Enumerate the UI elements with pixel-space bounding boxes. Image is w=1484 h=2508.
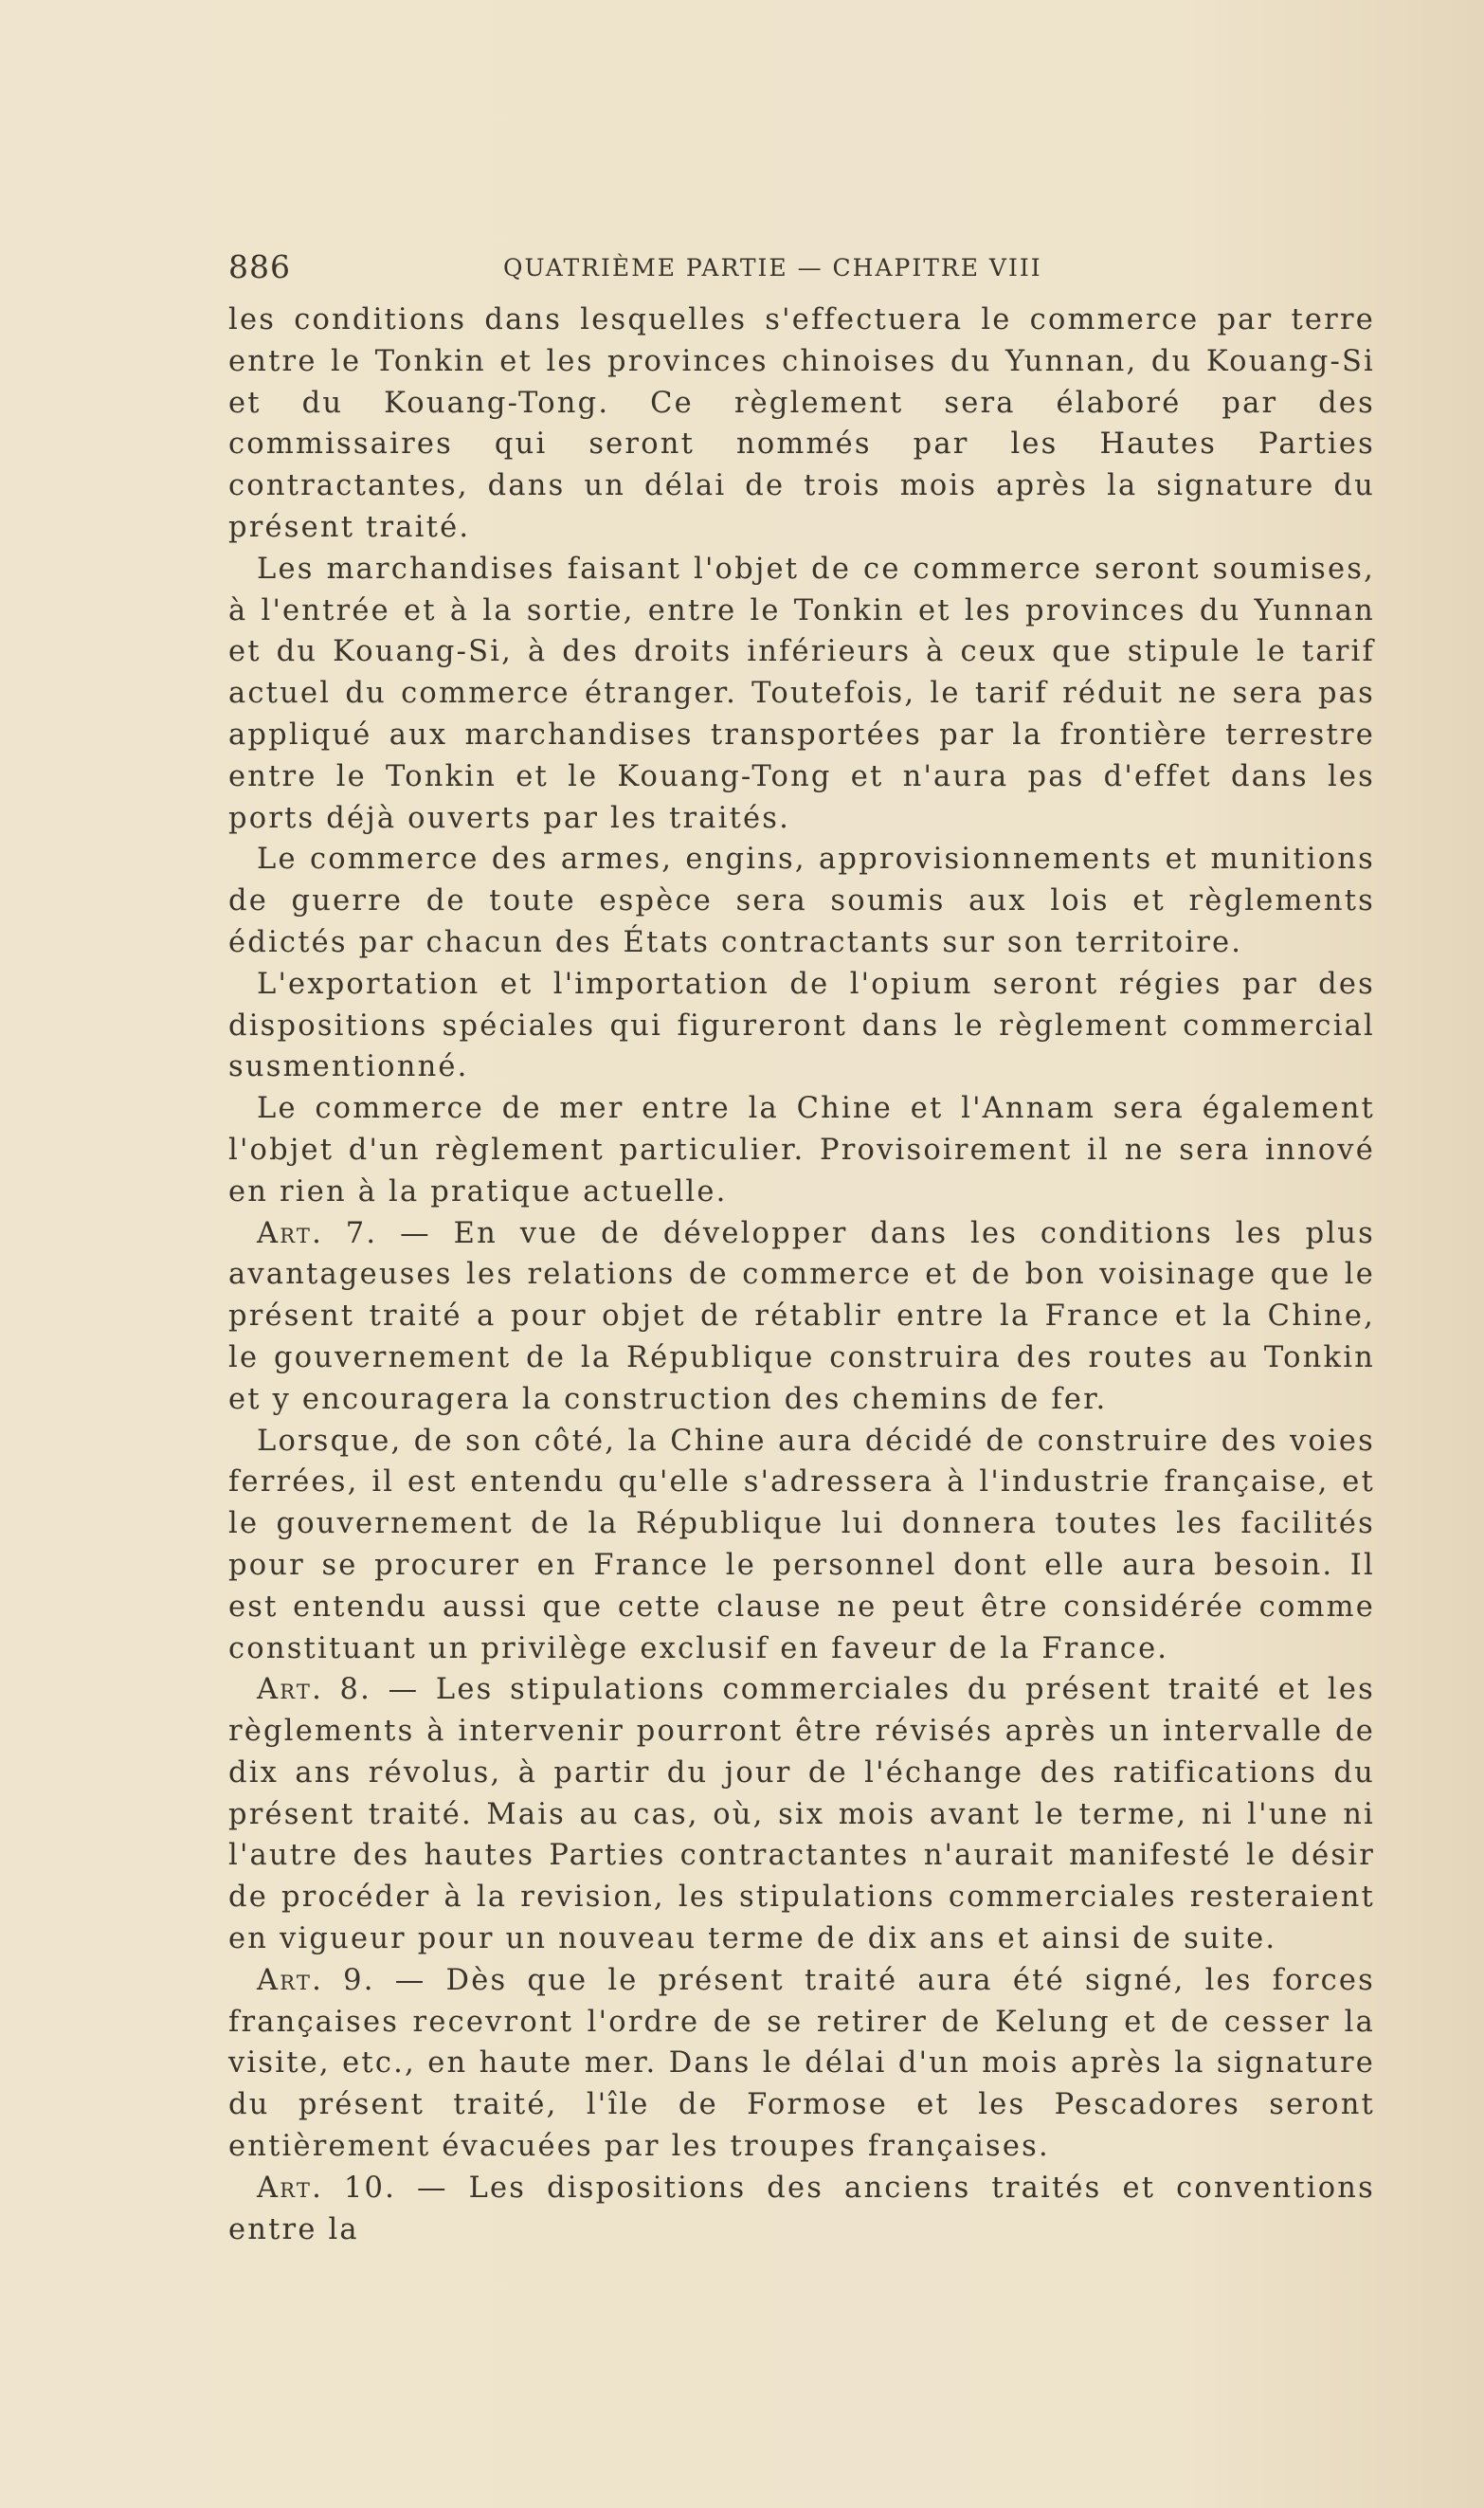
- paragraph-text: Le commerce de mer entre la Chine et l'Annam sera également l'objet d'un règlement particulier. Provisoirement il ne sera innové en rien à la pratique actuelle.: [228, 1092, 1375, 1209]
- paragraph-text: — Les stipulations commerciales du présent traité et les règlements à intervenir pourront être révisés après un intervalle de dix ans révolus, à partir du jour de l'échange des ratifications du présent traité. Mais au cas, où, six mois avant le terme, ni l'une ni l'autre des hautes Parties contractantes n'aurait manifesté le désir de procéder à la revision, les stipulations commerciales resteraient en vigueur pour un nouveau terme de dix ans et ainsi de suite.: [228, 1673, 1375, 1956]
- article-label: Art. 10.: [257, 2171, 397, 2205]
- paragraph: [228, 549, 1375, 840]
- paragraph-text: — Les dispositions des anciens traités et conventions entre la: [228, 2171, 1375, 2246]
- paragraph-text: Lorsque, de son côté, la Chine aura décidé de construire des voies ferrées, il est entendu qu'elle s'adressera à l'industrie française, et le gouvernement de la République lui donnera toutes les facilités pour se procurer en France le personnel dont elle aura besoin. Il est entendu aussi que cette clause ne peut être considérée comme constituant un privilège exclusif en faveur de la France.: [228, 1424, 1375, 1665]
- paragraph: [228, 1421, 1375, 1670]
- article-label: Art. 9.: [257, 1963, 375, 1997]
- paragraph-text: — Dès que le présent traité aura été signé, les forces françaises recevront l'ordre de se retirer de Kelung et de cesser la visite, etc., en haute mer. Dans le délai d'un mois après la signature du présent traité, l'île de Formose et les Pescadores seront entièrement évacuées par les troupes françaises.: [228, 1963, 1375, 2164]
- paragraph: [228, 300, 1375, 549]
- paragraph-text: — En vue de développer dans les conditions les plus avantageuses les relations de commerce et de bon voisinage que le présent traité a pour objet de rétablir entre la France et la Chine, le gouvernement de la République construira des routes au Tonkin et y encouragera la construction des chemins de fer.: [228, 1216, 1375, 1416]
- article-paragraph: [228, 1960, 1375, 2168]
- paragraph-text: les conditions dans lesquelles s'effectuera le commerce par terre entre le Tonkin et les provinces chinoises du Yunnan, du Kouang-Si et du Kouang-Tong. Ce règlement sera élaboré par des commissaires qui seront nommés par les Hautes Parties contractantes, dans un délai de trois mois après la signature du présent traité.: [228, 303, 1375, 544]
- page-header: [228, 248, 1375, 290]
- running-head: QUATRIÈME PARTIE — CHAPITRE VIII: [503, 254, 1042, 282]
- paragraph: [228, 839, 1375, 963]
- body-text: [228, 300, 1375, 2250]
- paragraph-text: L'exportation et l'importation de l'opium seront régies par des dispositions spéciales qui figureront dans le règlement commercial susmentionné.: [228, 967, 1375, 1084]
- article-paragraph: [228, 1669, 1375, 1960]
- article-label: Art. 7.: [257, 1216, 378, 1250]
- paragraph-text: Le commerce des armes, engins, approvisionnements et munitions de guerre de toute espèce sera soumis aux lois et règlements édictés par chacun des États contractants sur son territoire.: [228, 843, 1375, 959]
- paragraph: [228, 964, 1375, 1088]
- article-label: Art. 8.: [257, 1673, 372, 1707]
- article-paragraph: [228, 2168, 1375, 2251]
- paragraph: [228, 1088, 1375, 1212]
- article-paragraph: [228, 1213, 1375, 1421]
- page-number: 886: [228, 248, 291, 285]
- paragraph-text: Les marchandises faisant l'objet de ce commerce seront soumises, à l'entrée et à la sortie, entre le Tonkin et les provinces du Yunnan et du Kouang-Si, à des droits inférieurs à ceux que stipule le tarif actuel du commerce étranger. Toutefois, le tarif réduit ne sera pas appliqué aux marchandises transportées par la frontière terrestre entre le Tonkin et le Kouang-Tong et n'aura pas d'effet dans les ports déjà ouverts par les traités.: [228, 552, 1375, 835]
